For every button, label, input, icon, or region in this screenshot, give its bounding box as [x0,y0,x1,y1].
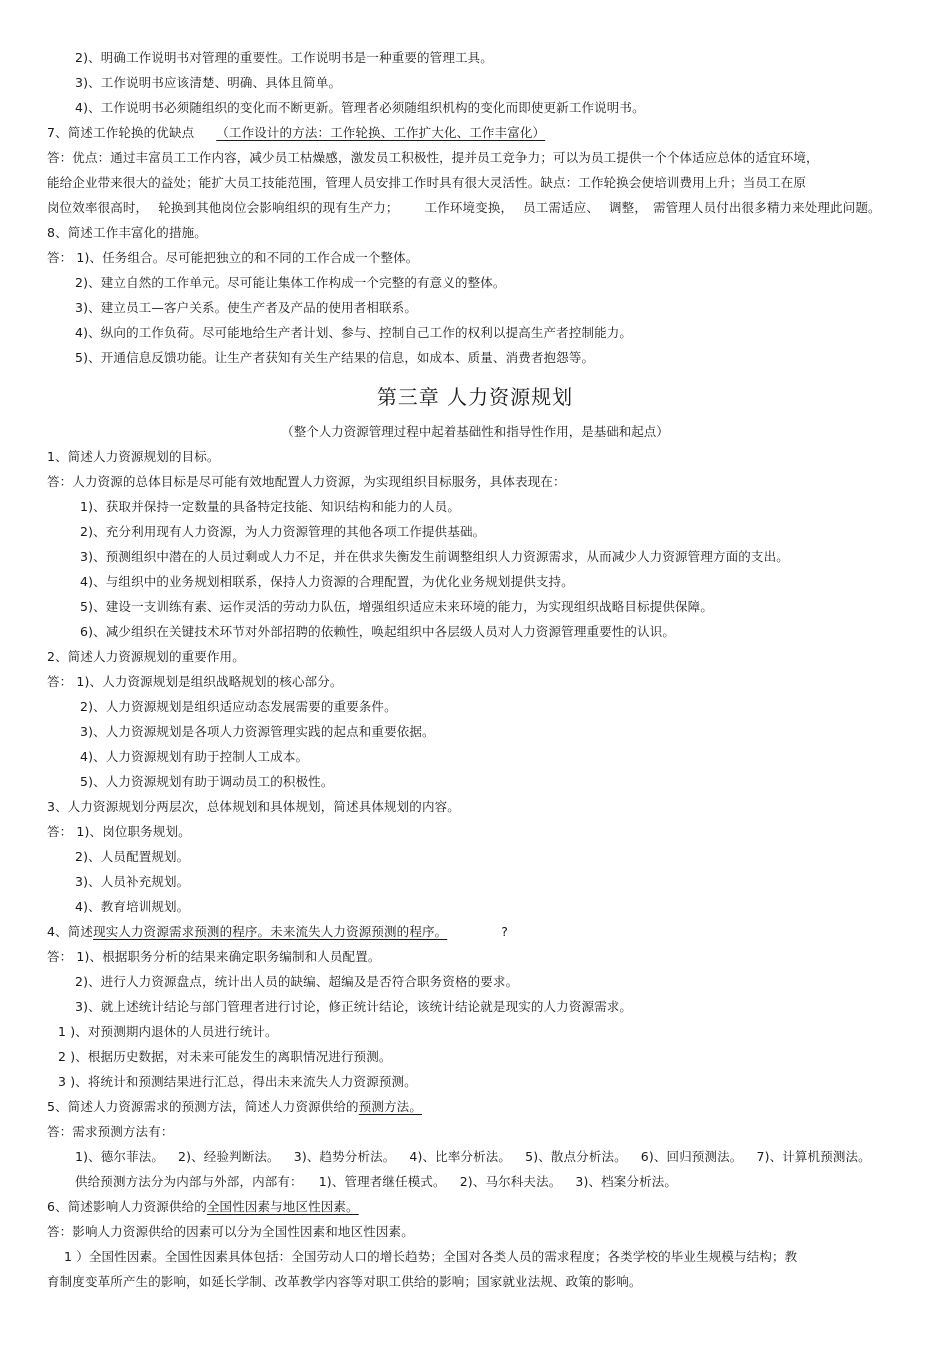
question-2: 2、简述人力资源规划的重要作用。 [47,649,245,664]
list-item: 4)、教育培训规划。 [75,899,190,914]
method-list [75,1149,871,1165]
supply-methods [75,1174,677,1190]
text-fragment: 需管理人员付出很多精力来处理此问题。 [652,200,881,215]
question-underlined: 现实人力资源需求预测的程序。未来流失人力资源预测的程序。 [93,924,448,939]
question-mark: ? [501,924,509,939]
list-item: 4)、人力资源规划有助于控制人工成本。 [80,749,309,764]
question-underlined: 预测方法。 [358,1099,422,1114]
method-item: 2)、经验判断法。 [178,1149,280,1164]
list-item: 5)、建设一支训练有素、运作灵活的劳动力队伍，增强组织适应未来环境的能力，为实现组织战略目标提供保障。 [80,599,713,614]
list-item: 4)、纵向的工作负荷。尽可能地给生产者计划、参与、控制自己工作的权利以提高生产者控制能力。 [75,325,633,340]
chapter-title: 第三章 人力资源规划 [376,385,574,409]
answer-line: 能给企业带来很大的益处；能扩大员工技能范围，管理人员安排工作时具有很大灵活性。缺点：工作轮换会使培训费用上升；当员工在原 [47,175,807,190]
chapter-subtitle: （整个人力资源管理过程中起着基础性和指导性作用，是基础和起点） [281,424,669,439]
method-item: 2)、马尔科夫法。 [459,1174,562,1189]
answer-line: 答：人力资源的总体目标是尽可能有效地配置人力资源，为实现组织目标服务，具体表现在： [47,474,566,489]
list-item: 2)、充分利用现有人力资源，为人力资源管理的其他各项工作提供基础。 [80,524,486,539]
text-fragment: 轮换到其他岗位会影响组织的现有生产力； [158,200,399,215]
list-item: 2)、人力资源规划是组织适应动态发展需要的重要条件。 [80,699,397,714]
list-item: 5)、开通信息反馈功能。让生产者获知有关生产结果的信息，如成本、质量、消费者抱怨等。 [75,350,595,365]
question-text: 7、简述工作轮换的优缺点 [47,125,195,140]
list-item: 6)、减少组织在关键技术环节对外部招聘的依赖性，唤起组织中各层级人员对人力资源管理重要性的认识。 [80,624,676,639]
method-item: 3)、趋势分析法。 [293,1149,396,1164]
answer-line: 答： 1)、人力资源规划是组织战略规划的核心部分。 [47,674,343,689]
method-item: 4)、比率分析法。 [409,1149,512,1164]
question-1: 1、简述人力资源规划的目标。 [47,449,220,464]
list-item: 1 )、对预测期内退休的人员进行统计。 [58,1024,278,1039]
answer-line: 答： 1)、根据职务分析的结果来确定职务编制和人员配置。 [47,949,381,964]
method-item: 7)、计算机预测法。 [756,1149,871,1164]
text-fragment: 员工需适应、 [523,200,600,215]
question-7 [47,125,583,141]
list-item: 3)、建立员工—客户关系。使生产者及产品的使用者相联系。 [75,300,418,315]
list-item: 3)、预测组织中潜在的人员过剩或人力不足，并在供求失衡发生前调整组织人力资源需求，从而减少人力资源管理方面的支出。 [80,549,789,564]
list-item: 2 )、根据历史数据，对未来可能发生的离职情况进行预测。 [58,1049,392,1064]
list-item: 3)、就上述统计结论与部门管理者进行讨论，修正统计结论，该统计结论就是现实的人力资源需求。 [75,999,633,1014]
question-text: 4、简述 [47,924,94,939]
question-note: （工作设计的方法：工作轮换、工作扩大化、工作丰富化） [216,125,546,140]
question-3: 3、人力资源规划分两层次，总体规划和具体规划，简述具体规划的内容。 [47,799,460,814]
method-item: 1)、德尔菲法。 [75,1149,165,1164]
text-fragment: 供给预测方法分为内部与外部，内部有： [75,1174,303,1189]
answer-line [47,200,881,216]
question-text: 6、简述影响人力资源供给的 [47,1199,207,1214]
list-item: 5)、人力资源规划有助于调动员工的积极性。 [80,774,334,789]
question-4 [47,924,508,940]
answer-line: 答：影响人力资源供给的因素可以分为全国性因素和地区性因素。 [47,1224,414,1239]
question-text: 5、简述人力资源需求的预测方法，简述人力资源供给的 [47,1099,359,1114]
method-item: 3)、档案分析法。 [575,1174,678,1189]
list-item: 1)、获取并保持一定数量的具备特定技能、知识结构和能力的人员。 [80,499,460,514]
question-5 [47,1099,452,1115]
text-fragment: 工作环境变换， [424,200,514,215]
method-item: 1)、管理者继任模式。 [318,1174,446,1189]
list-item: 4)、与组织中的业务规划相联系，保持人力资源的合理配置，为优化业务规划提供支持。 [80,574,574,589]
answer-line: 答：需求预测方法有： [47,1124,174,1139]
text-line: 3)、工作说明书应该清楚、明确、具体且简单。 [75,75,342,90]
paragraph-line: 育制度变革所产生的影响，如延长学制、改革教学内容等对职工供给的影响；国家就业法规、政策的影响。 [47,1274,642,1289]
list-item: 2)、人员配置规划。 [75,849,190,864]
text-fragment: 调整， [609,200,647,215]
question-underlined: 全国性因素与地区性因素。 [206,1199,359,1214]
method-item: 6)、回归预测法。 [640,1149,743,1164]
text-line: 2)、明确工作说明书对管理的重要性。工作说明书是一种重要的管理工具。 [75,50,493,65]
list-item: 3)、人力资源规划是各项人力资源管理实践的起点和重要依据。 [80,724,435,739]
paragraph-line: 1 ）全国性因素。全国性因素具体包括：全国劳动人口的增长趋势；全国对各类人员的需求程度；各类学校的毕业生规模与结构；教 [64,1249,798,1264]
method-item: 5)、散点分析法。 [525,1149,627,1164]
list-item: 3)、人员补充规划。 [75,874,190,889]
list-item: 2)、进行人力资源盘点，统计出人员的缺编、超编及是否符合职务资格的要求。 [75,974,519,989]
question-8: 8、简述工作丰富化的措施。 [47,225,207,240]
list-item: 3 )、将统计和预测结果进行汇总，得出未来流失人力资源预测。 [58,1074,417,1089]
answer-line: 答： 1)、岗位职务规划。 [47,824,191,839]
text-fragment: 岗位效率很高时， [47,200,149,215]
text-line: 4)、工作说明书必须随组织的变化而不断更新。管理者必须随组织机构的变化而即使更新工作说明书。 [75,100,645,115]
answer-line: 答： 1)、任务组合。尽可能把独立的和不同的工作合成一个整体。 [47,250,419,265]
list-item: 2)、建立自然的工作单元。尽可能让集体工作构成一个完整的有意义的整体。 [75,275,506,290]
answer-line: 答：优点：通过丰富员工工作内容，减少员工枯燥感，激发员工积极性，提并员工竞争力；可以为员工提供一个个体适应总体的适宜环境， [47,150,819,165]
question-6 [47,1199,359,1215]
